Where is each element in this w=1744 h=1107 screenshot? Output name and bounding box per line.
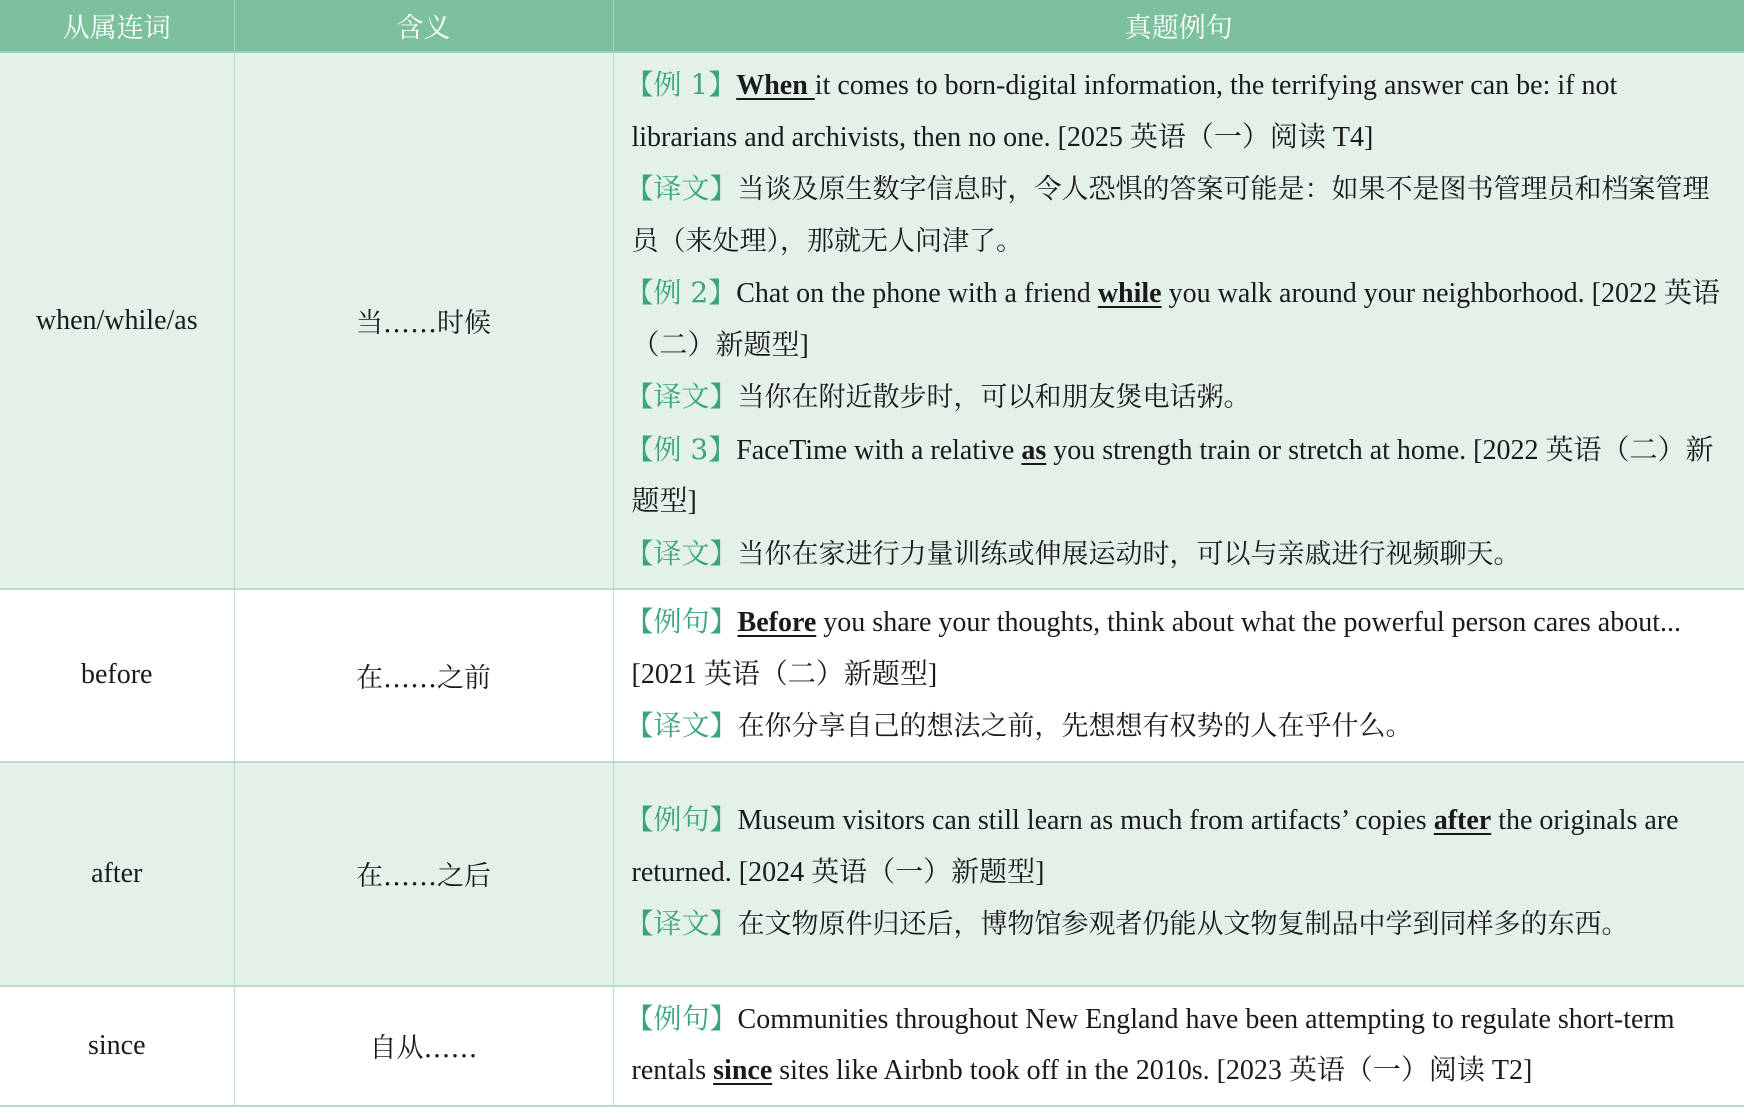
example-keyword: since	[713, 1055, 773, 1086]
example-tag: 【例句】	[625, 803, 738, 837]
example-pre: Communities throughout New England have been attempting to regulate short-term rentals	[631, 1003, 1675, 1086]
example-pre: Museum visitors can still learn as much from artifacts’ copies	[737, 805, 1434, 837]
examples-cell	[613, 52, 1744, 589]
meaning-cell: 当……时候	[234, 52, 613, 589]
translation	[625, 163, 1729, 267]
translation-text: 当你在家进行力量训练或伸展运动时，可以与亲戚进行视频聊天。	[737, 538, 1521, 570]
meaning-cell: 在……之后	[234, 762, 613, 986]
table-row	[0, 52, 1744, 589]
examples-cell	[613, 986, 1744, 1106]
table-row	[0, 986, 1744, 1106]
translation-text: 当谈及原生数字信息时，令人恐惧的答案可能是：如果不是图书管理员和档案管理员（来处理），那就无人问津了。	[631, 174, 1710, 257]
header-conjunction: 从属连词	[0, 0, 234, 52]
translation	[625, 528, 1729, 581]
table-row	[0, 762, 1744, 986]
example-post: the originals are returned. [2024 英语（一）新题型]	[631, 805, 1679, 888]
example-pre: Chat on the phone with a friend	[736, 278, 1098, 309]
translation-text: 在你分享自己的想法之前，先想想有权势的人在乎什么。	[737, 711, 1413, 742]
example-tag: 【例句】	[625, 605, 738, 638]
example-tag: 【例句】	[625, 1001, 738, 1035]
example-tag: 【例 3】	[625, 432, 737, 466]
example-sentence	[625, 424, 1729, 528]
example-post: you walk around your neighborhood. [2022 英语（二）新题型]	[631, 278, 1720, 361]
example-keyword: after	[1433, 805, 1492, 837]
header-examples: 真题例句	[613, 0, 1744, 52]
meaning-cell: 在……之前	[234, 589, 613, 762]
meaning-cell: 自从……	[234, 986, 613, 1106]
conjunction-cell: before	[0, 589, 234, 762]
table-row	[0, 589, 1744, 762]
example-tag: 【例 1】	[625, 68, 737, 101]
conjunction-cell: after	[0, 762, 234, 986]
translation	[625, 898, 1729, 951]
table-header-row	[0, 0, 1744, 52]
translation-text: 当你在附近散步时，可以和朋友煲电话粥。	[737, 382, 1251, 413]
translation-tag: 【译文】	[625, 172, 738, 205]
example-sentence	[625, 993, 1729, 1097]
conjunction-cell: since	[0, 986, 234, 1106]
translation-tag: 【译文】	[625, 709, 738, 742]
example-sentence	[625, 794, 1729, 898]
header-meaning: 含义	[234, 0, 613, 52]
example-sentence	[625, 596, 1729, 700]
examples-cell	[613, 589, 1744, 762]
conjunction-cell: when/while/as	[0, 52, 234, 589]
translation	[625, 700, 1729, 753]
translation-text: 在文物原件归还后，博物馆参观者仍能从文物复制品中学到同样多的东西。	[737, 909, 1629, 941]
example-keyword: When	[736, 70, 815, 101]
example-sentence	[625, 59, 1729, 163]
example-tag: 【例 2】	[625, 276, 737, 309]
example-post: you strength train or stretch at home. [2022 英语（二）新题型]	[631, 434, 1714, 517]
example-post: it comes to born-digital information, the terrifying answer can be: if not librarians and archivists, then no one. [2025 英语（一）阅读 T4]	[631, 70, 1618, 153]
example-keyword: Before	[737, 607, 817, 638]
translation	[625, 371, 1729, 424]
example-sentence	[625, 267, 1729, 371]
example-pre: FaceTime with a relative	[736, 434, 1022, 466]
examples-cell	[613, 762, 1744, 986]
translation-tag: 【译文】	[625, 907, 738, 941]
example-post: you share your thoughts, think about what the powerful person cares about... [2021 英语（二）新题型]	[631, 607, 1681, 690]
example-keyword: as	[1021, 434, 1047, 466]
translation-tag: 【译文】	[625, 380, 738, 413]
example-keyword: while	[1097, 278, 1162, 309]
example-post: sites like Airbnb took off in the 2010s. [2023 英语（一）阅读 T2]	[772, 1055, 1533, 1086]
translation-tag: 【译文】	[625, 536, 738, 570]
